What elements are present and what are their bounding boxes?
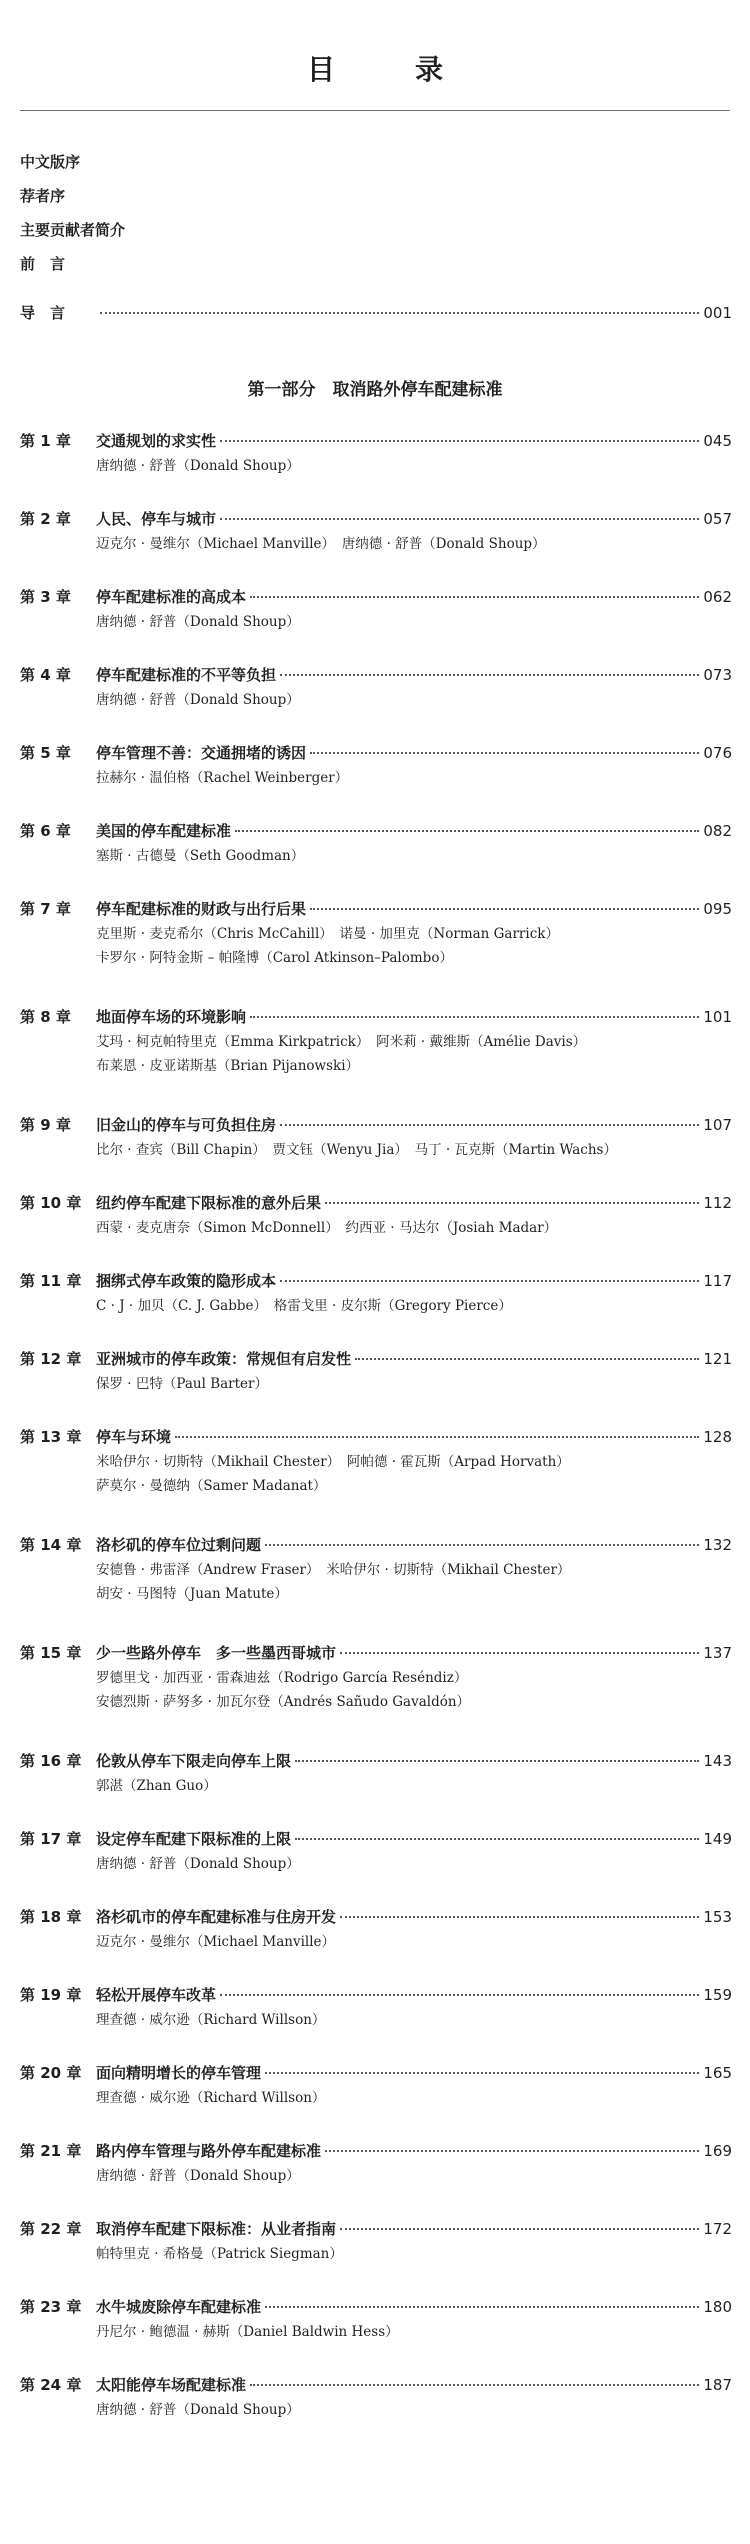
author-line: 米哈伊尔 · 切斯特（Mikhail Chester） 阿帕德 · 霍瓦斯（Arpad Horvath） — [96, 1454, 570, 1470]
chapter-number: 第 19 章 — [20, 1986, 82, 2004]
chapter-entry[interactable] — [20, 1190, 732, 1240]
dot-leader — [280, 1124, 699, 1126]
chapter-heading-line — [20, 1268, 732, 1294]
author-line: 胡安 · 马图特（Juan Matute） — [96, 1586, 288, 1602]
chapter-number: 第 1 章 — [20, 432, 71, 450]
chapter-title: 捆绑式停车政策的隐形成本 — [96, 1272, 277, 1290]
chapter-number: 第 8 章 — [20, 1008, 71, 1026]
author-list — [20, 844, 732, 868]
author-line: 理查德 · 威尔逊（Richard Willson） — [96, 2090, 326, 2106]
dot-leader — [280, 674, 699, 676]
chapter-entry[interactable] — [20, 818, 732, 868]
chapter-number: 第 11 章 — [20, 1272, 82, 1290]
page-number: 112 — [703, 1194, 732, 1212]
author-line: 帕特里克 · 希格曼（Patrick Siegman） — [96, 2246, 343, 2262]
chapter-entry[interactable] — [20, 1112, 732, 1162]
page-number: 128 — [703, 1428, 732, 1446]
chapter-entry[interactable] — [20, 584, 732, 634]
chapter-title: 停车与环境 — [96, 1428, 172, 1446]
chapter-entry[interactable] — [20, 1982, 732, 2032]
page-number: 062 — [703, 588, 732, 606]
chapter-title: 设定停车配建下限标准的上限 — [96, 1830, 292, 1848]
author-line: 唐纳德 · 舒普（Donald Shoup） — [96, 614, 300, 630]
chapter-title: 停车配建标准的财政与出行后果 — [96, 900, 307, 918]
chapter-number: 第 14 章 — [20, 1536, 82, 1554]
author-list — [20, 766, 732, 790]
chapter-number: 第 4 章 — [20, 666, 71, 684]
chapter-number: 第 16 章 — [20, 1752, 82, 1770]
dot-leader — [265, 2072, 699, 2074]
page-number: 076 — [703, 744, 732, 762]
dot-leader — [340, 1916, 699, 1918]
chapter-heading-line — [20, 896, 732, 922]
page-number: 180 — [703, 2298, 732, 2316]
chapter-title: 停车配建标准的高成本 — [96, 588, 247, 606]
front-matter-list — [20, 145, 125, 281]
chapter-title: 旧金山的停车与可负担住房 — [96, 1116, 277, 1134]
chapter-entry[interactable] — [20, 2372, 732, 2422]
chapter-entry[interactable] — [20, 1826, 732, 1876]
chapter-number: 第 24 章 — [20, 2376, 82, 2394]
dot-leader — [265, 1544, 699, 1546]
chapter-entry[interactable] — [20, 428, 732, 478]
chapter-heading-line — [20, 662, 732, 688]
author-line: 郭湛（Zhan Guo） — [96, 1778, 217, 1794]
chapter-title: 取消停车配建下限标准：从业者指南 — [96, 2220, 337, 2238]
author-line: 萨莫尔 · 曼德纳（Samer Madanat） — [96, 1478, 327, 1494]
front-matter-item[interactable]: 主要贡献者简介 — [20, 221, 126, 239]
author-line: 安德鲁 · 弗雷泽（Andrew Fraser） 米哈伊尔 · 切斯特（Mikhail Chester） — [96, 1562, 571, 1578]
dot-leader — [340, 2228, 699, 2230]
chapter-entry[interactable] — [20, 896, 732, 970]
author-list — [20, 1666, 732, 1714]
chapter-entry[interactable] — [20, 1748, 732, 1798]
author-list — [20, 532, 732, 556]
author-list — [20, 610, 732, 634]
chapter-heading-line — [20, 2372, 732, 2398]
dot-leader — [100, 312, 699, 314]
chapter-number: 第 13 章 — [20, 1428, 82, 1446]
chapter-entry[interactable] — [20, 2294, 732, 2344]
chapter-heading-line — [20, 2216, 732, 2242]
chapter-entry[interactable] — [20, 1424, 732, 1498]
page-number: 169 — [703, 2142, 732, 2160]
page-number: 159 — [703, 1986, 732, 2004]
chapter-title: 纽约停车配建下限标准的意外后果 — [96, 1194, 322, 1212]
author-line: 理查德 · 威尔逊（Richard Willson） — [96, 2012, 326, 2028]
page-number: 172 — [703, 2220, 732, 2238]
chapter-number: 第 20 章 — [20, 2064, 82, 2082]
page-number: 101 — [703, 1008, 732, 1026]
chapter-number: 第 22 章 — [20, 2220, 82, 2238]
author-list — [20, 1030, 732, 1078]
chapter-entry[interactable] — [20, 1532, 732, 1606]
chapter-number: 第 18 章 — [20, 1908, 82, 1926]
chapter-heading-line — [20, 1424, 732, 1450]
author-line: 拉赫尔 · 温伯格（Rachel Weinberger） — [96, 770, 349, 786]
chapter-title: 路内停车管理与路外停车配建标准 — [96, 2142, 322, 2160]
chapter-number: 第 10 章 — [20, 1194, 82, 1212]
chapter-entry[interactable] — [20, 1904, 732, 1954]
chapter-number: 第 2 章 — [20, 510, 71, 528]
chapter-title: 美国的停车配建标准 — [96, 822, 232, 840]
chapter-heading-line — [20, 584, 732, 610]
chapter-title: 面向精明增长的停车管理 — [96, 2064, 262, 2082]
author-line: 克里斯 · 麦克希尔（Chris McCahill） 诺曼 · 加里克（Norman Garrick） — [96, 926, 559, 942]
page-number: 095 — [703, 900, 732, 918]
author-line: 保罗 · 巴特（Paul Barter） — [96, 1376, 268, 1392]
author-list — [20, 2242, 732, 2266]
chapter-entry[interactable] — [20, 662, 732, 712]
chapter-title: 轻松开展停车改革 — [96, 1986, 217, 2004]
chapter-number: 第 21 章 — [20, 2142, 82, 2160]
toc-title: 目 录 — [306, 53, 469, 86]
author-list — [20, 2320, 732, 2344]
author-list — [20, 2086, 732, 2110]
intro-entry[interactable] — [20, 300, 732, 326]
chapter-heading-line — [20, 1004, 732, 1030]
chapter-heading-line — [20, 428, 732, 454]
chapter-number: 第 7 章 — [20, 900, 71, 918]
author-list — [20, 1216, 732, 1240]
author-list — [20, 1852, 732, 1876]
author-list — [20, 1138, 732, 1162]
author-line: 安德烈斯 · 萨努多 · 加瓦尔登（Andrés Sañudo Gavaldón） — [96, 1694, 471, 1710]
chapter-heading-line — [20, 1826, 732, 1852]
author-line: 艾玛 · 柯克帕特里克（Emma Kirkpatrick） 阿米莉 · 戴维斯（Amélie Davis） — [96, 1034, 587, 1050]
chapter-number: 第 12 章 — [20, 1350, 82, 1368]
chapter-heading-line — [20, 2138, 732, 2164]
page-number: 045 — [703, 432, 732, 450]
title-rule — [20, 110, 730, 111]
chapter-number: 第 23 章 — [20, 2298, 82, 2316]
chapter-title: 少一些路外停车 多一些墨西哥城市 — [96, 1644, 337, 1662]
dot-leader — [325, 2150, 699, 2152]
author-line: 比尔 · 查宾（Bill Chapin） 贾文钰（Wenyu Jia） 马丁 · 瓦克斯（Martin Wachs） — [96, 1142, 617, 1158]
author-line: 迈克尔 · 曼维尔（Michael Manville） — [96, 1934, 336, 1950]
chapter-heading-line — [20, 1532, 732, 1558]
chapter-entry[interactable] — [20, 1004, 732, 1078]
chapter-heading-line — [20, 1748, 732, 1774]
front-matter-item[interactable]: 前 言 — [20, 255, 66, 273]
chapter-number: 第 9 章 — [20, 1116, 71, 1134]
chapter-entry[interactable] — [20, 1346, 732, 1396]
chapter-title: 地面停车场的环境影响 — [96, 1008, 247, 1026]
dot-leader — [250, 1016, 699, 1018]
author-list — [20, 922, 732, 970]
page-number: 187 — [703, 2376, 732, 2394]
chapter-number: 第 6 章 — [20, 822, 71, 840]
dot-leader — [175, 1436, 699, 1438]
chapter-entry[interactable] — [20, 1268, 732, 1318]
front-matter-item[interactable]: 中文版序 — [20, 153, 81, 171]
chapter-entry[interactable] — [20, 2060, 732, 2110]
dot-leader — [220, 1994, 699, 1996]
chapter-title: 洛杉矶市的停车配建标准与住房开发 — [96, 1908, 337, 1926]
author-line: 唐纳德 · 舒普（Donald Shoup） — [96, 692, 300, 708]
author-list — [20, 2398, 732, 2422]
chapter-entry[interactable] — [20, 1640, 732, 1714]
author-line: 卡罗尔 · 阿特金斯 – 帕隆博（Carol Atkinson–Palombo） — [96, 950, 453, 966]
chapter-heading-line — [20, 1640, 732, 1666]
dot-leader — [355, 1358, 699, 1360]
page-number: 107 — [703, 1116, 732, 1134]
dot-leader — [295, 1838, 699, 1840]
author-line: 罗德里戈 · 加西亚 · 雷森迪兹（Rodrigo García Reséndiz） — [96, 1670, 468, 1686]
author-line: 唐纳德 · 舒普（Donald Shoup） — [96, 2402, 300, 2418]
chapter-heading-line — [20, 1112, 732, 1138]
dot-leader — [340, 1652, 699, 1654]
page-number: 165 — [703, 2064, 732, 2082]
page-number: 121 — [703, 1350, 732, 1368]
page-number: 057 — [703, 510, 732, 528]
author-list — [20, 2164, 732, 2188]
chapter-title: 停车配建标准的不平等负担 — [96, 666, 277, 684]
author-list — [20, 1930, 732, 1954]
dot-leader — [295, 1760, 699, 1762]
dot-leader — [220, 518, 699, 520]
chapter-heading-line — [20, 2294, 732, 2320]
dot-leader — [265, 2306, 699, 2308]
page-number: 117 — [703, 1272, 732, 1290]
chapter-title: 伦敦从停车下限走向停车上限 — [96, 1752, 292, 1770]
chapter-title: 洛杉矶的停车位过剩问题 — [96, 1536, 262, 1554]
author-line: 唐纳德 · 舒普（Donald Shoup） — [96, 1856, 300, 1872]
author-list — [20, 1450, 732, 1498]
author-line: 西蒙 · 麦克唐奈（Simon McDonnell） 约西亚 · 马达尔（Josiah Madar） — [96, 1220, 558, 1236]
author-list — [20, 454, 732, 478]
chapter-heading-line — [20, 818, 732, 844]
chapter-entry[interactable] — [20, 2216, 732, 2266]
author-line: 唐纳德 · 舒普（Donald Shoup） — [96, 2168, 300, 2184]
dot-leader — [250, 596, 699, 598]
dot-leader — [220, 440, 699, 442]
dot-leader — [235, 830, 699, 832]
chapter-heading-line — [20, 1904, 732, 1930]
intro-label: 导 言 — [20, 304, 66, 322]
chapter-heading-line — [20, 2060, 732, 2086]
chapter-heading-line — [20, 1346, 732, 1372]
author-line: 迈克尔 · 曼维尔（Michael Manville） 唐纳德 · 舒普（Donald Shoup） — [96, 536, 546, 552]
author-list — [20, 1558, 732, 1606]
author-list — [20, 1294, 732, 1318]
author-list — [20, 1774, 732, 1798]
chapter-title: 人民、停车与城市 — [96, 510, 217, 528]
author-line: C · J · 加贝（C. J. Gabbe） 格雷戈里 · 皮尔斯（Gregory Pierce） — [96, 1298, 512, 1314]
chapter-title: 太阳能停车场配建标准 — [96, 2376, 247, 2394]
chapter-title: 水牛城废除停车配建标准 — [96, 2298, 262, 2316]
page-number: 132 — [703, 1536, 732, 1554]
page-number: 143 — [703, 1752, 732, 1770]
chapter-title: 交通规划的求实性 — [96, 432, 217, 450]
chapter-entry[interactable] — [20, 740, 732, 790]
page-number: 149 — [703, 1830, 732, 1848]
page-number: 073 — [703, 666, 732, 684]
dot-leader — [250, 2384, 699, 2386]
author-line: 塞斯 · 古德曼（Seth Goodman） — [96, 848, 305, 864]
page-number: 153 — [703, 1908, 732, 1926]
page-number: 001 — [703, 304, 732, 322]
dot-leader — [310, 908, 699, 910]
chapter-entry[interactable] — [20, 506, 732, 556]
author-list — [20, 688, 732, 712]
chapter-heading-line — [20, 1190, 732, 1216]
author-line: 布莱恩 · 皮亚诺斯基（Brian Pijanowski） — [96, 1058, 360, 1074]
chapter-number: 第 5 章 — [20, 744, 71, 762]
dot-leader — [310, 752, 699, 754]
author-line: 丹尼尔 · 鲍德温 · 赫斯（Daniel Baldwin Hess） — [96, 2324, 399, 2340]
front-matter-item[interactable]: 荐者序 — [20, 187, 66, 205]
chapter-title: 停车管理不善：交通拥堵的诱因 — [96, 744, 307, 762]
chapter-title: 亚洲城市的停车政策：常规但有启发性 — [96, 1350, 352, 1368]
chapter-entry[interactable] — [20, 2138, 732, 2188]
chapter-number: 第 15 章 — [20, 1644, 82, 1662]
chapter-heading-line — [20, 740, 732, 766]
page-number: 137 — [703, 1644, 732, 1662]
author-list — [20, 1372, 732, 1396]
dot-leader — [325, 1202, 699, 1204]
chapter-heading-line — [20, 1982, 732, 2008]
page-number: 082 — [703, 822, 732, 840]
chapter-number: 第 17 章 — [20, 1830, 82, 1848]
chapter-heading-line — [20, 506, 732, 532]
author-list — [20, 2008, 732, 2032]
chapter-number: 第 3 章 — [20, 588, 71, 606]
author-line: 唐纳德 · 舒普（Donald Shoup） — [96, 458, 300, 474]
part-title: 第一部分 取消路外停车配建标准 — [247, 380, 503, 400]
dot-leader — [280, 1280, 699, 1282]
